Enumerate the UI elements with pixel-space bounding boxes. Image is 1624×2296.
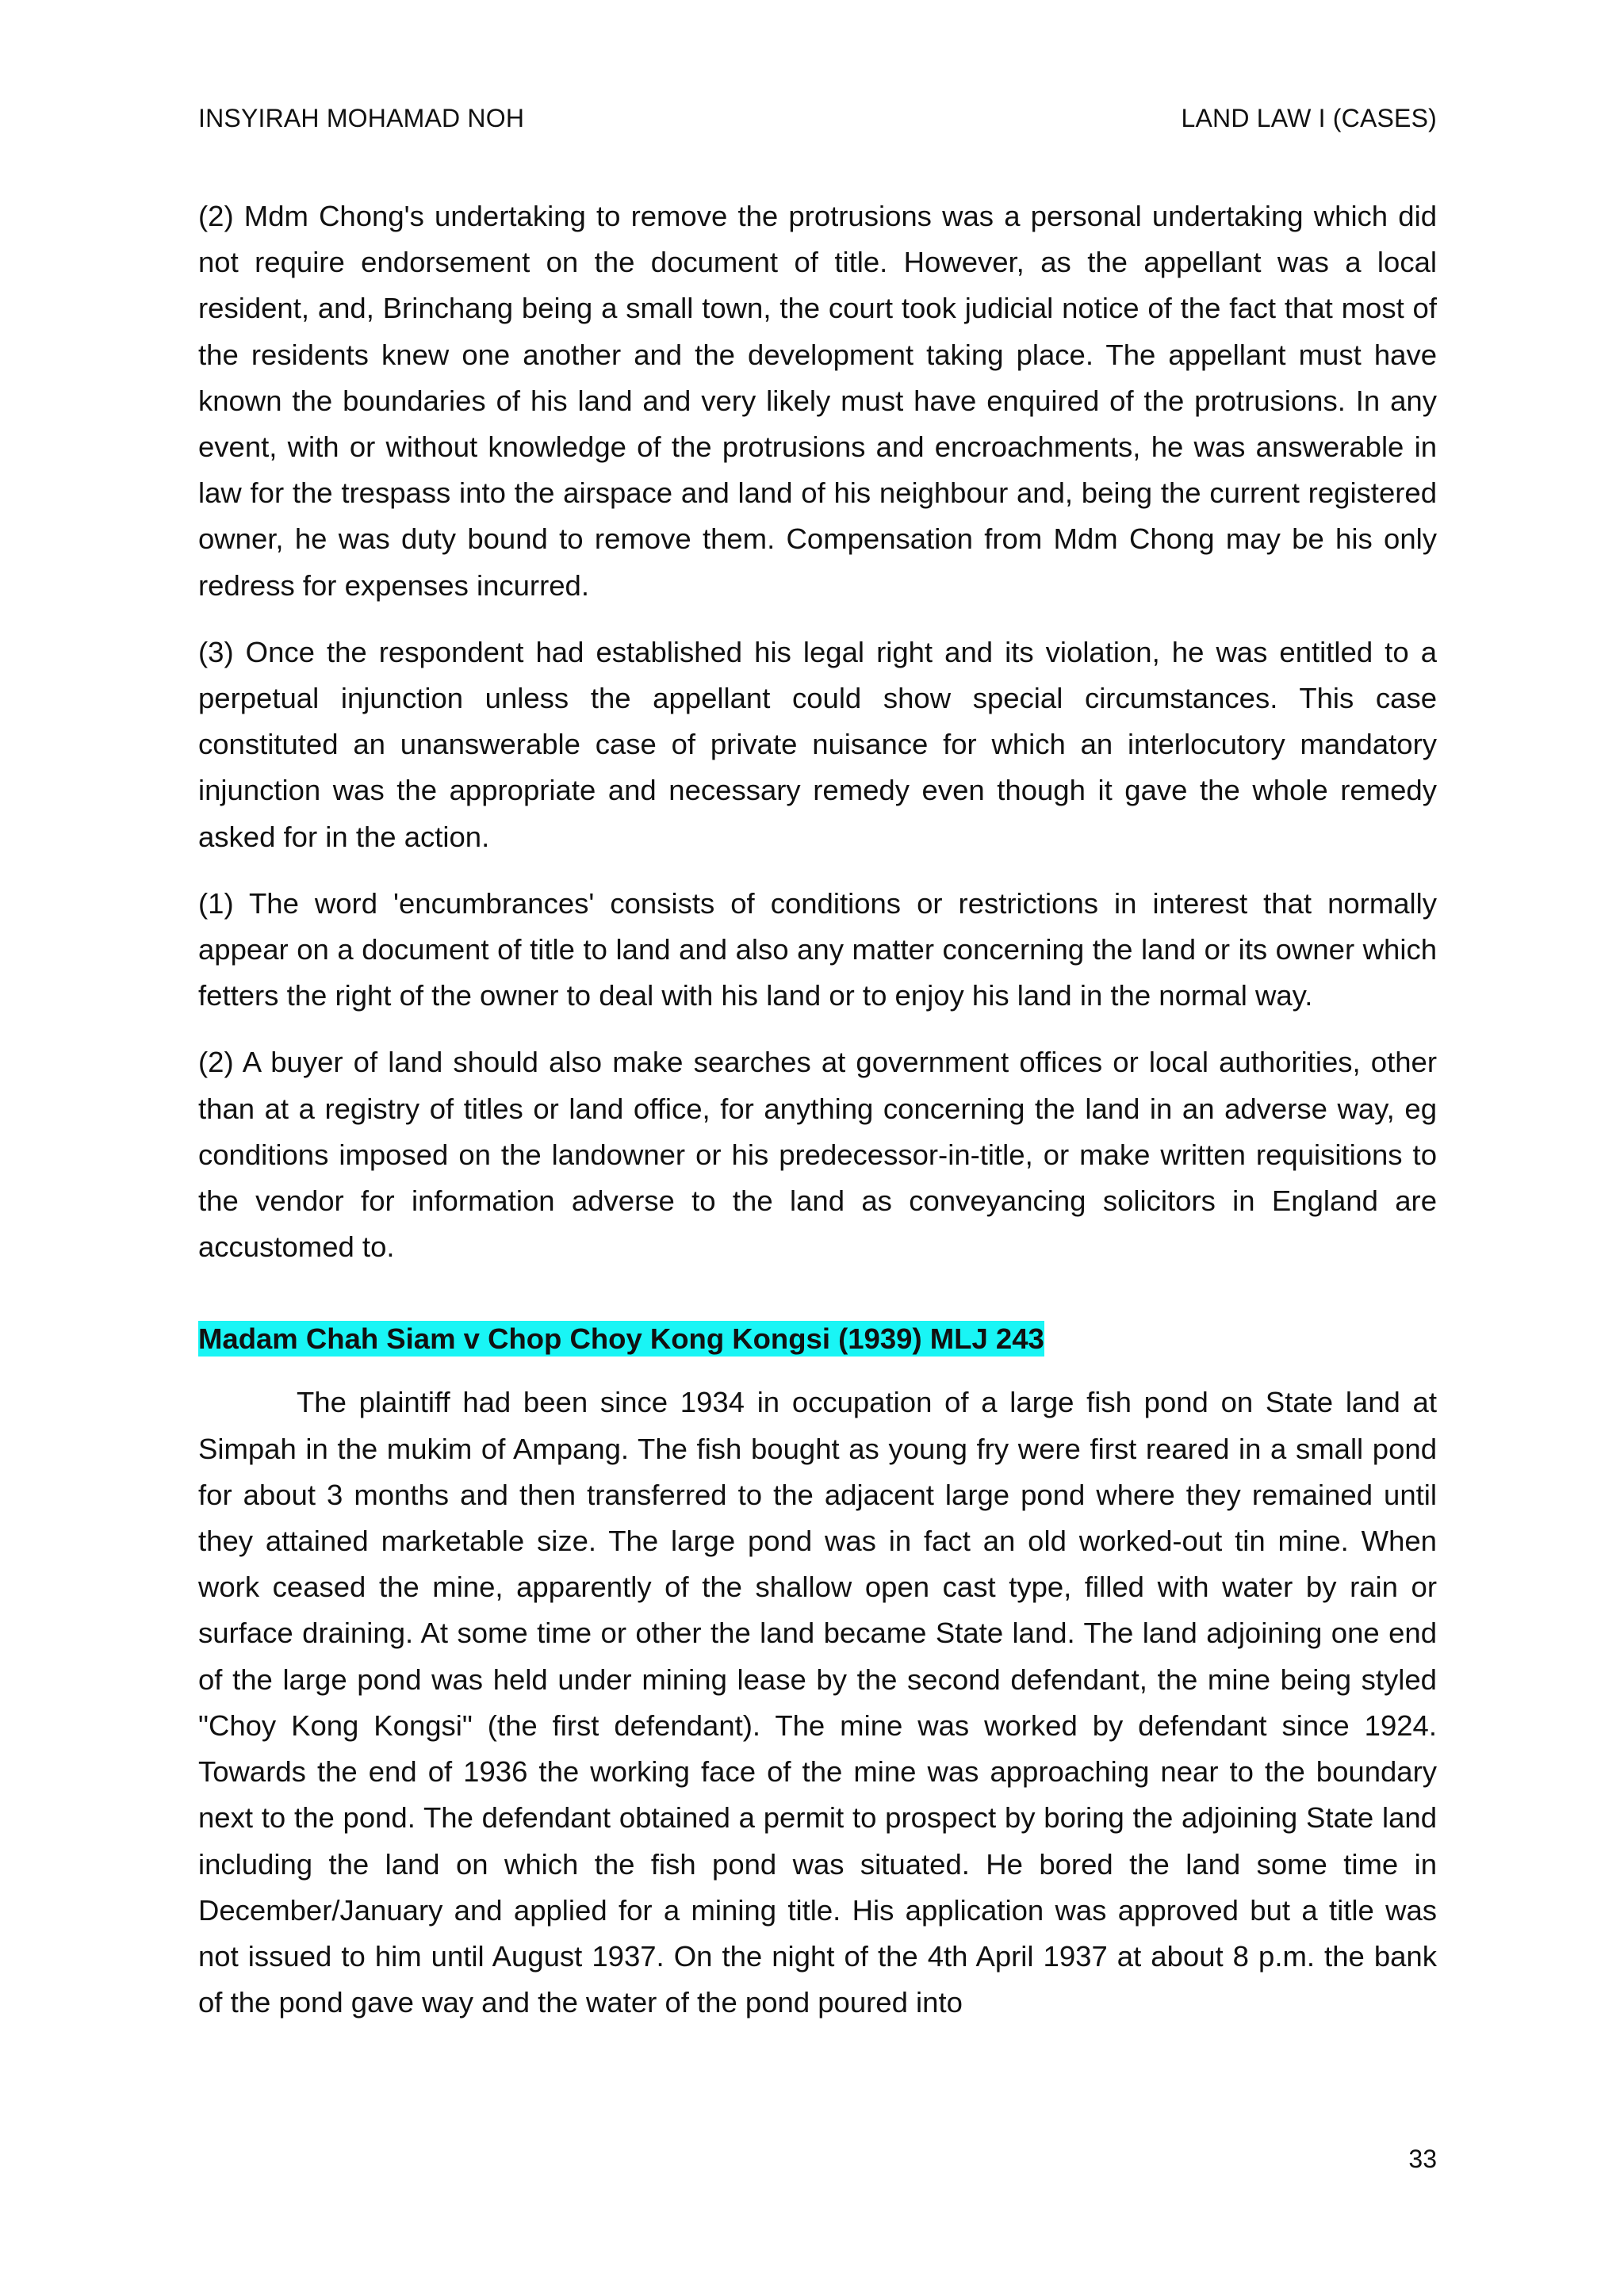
document-body [198, 193, 1437, 2046]
page-number: 33 [1408, 2145, 1437, 2173]
case-heading-highlight: Madam Chah Siam v Chop Choy Kong Kongsi (1939) MLJ 243 [198, 1322, 1044, 1356]
paragraph: (1) The word 'encumbrances' consists of conditions or restrictions in interest that normally appear on a document of title to land and also any matter concerning the land or its owner which fetters the right of the owner to deal with his land or to enjoy his land in the normal way. [198, 886, 1437, 1012]
case-heading [198, 1316, 1437, 1362]
header-title: LAND LAW I (CASES) [1181, 104, 1437, 132]
paragraph: (2) Mdm Chong's undertaking to remove the protrusions was a personal undertaking which did not require endorsement on the document of title. However, as the appellant was a local resident, and, Brinchang being a small town, the court took judicial notice of the fact that most of the residents knew one another and the development taking place. The appellant must have known the boundaries of his land and very likely must have enquired of the protrusions. In any event, with or without knowledge of the protrusions and encroachments, he was answerable in law for the trespass into the airspace and land of his neighbour and, being the current registered owner, he was duty bound to remove them. Compensation from Mdm Chong may be his only redress for expenses incurred. [198, 200, 1437, 602]
page-header [198, 98, 1437, 138]
header-author: INSYIRAH MOHAMAD NOH [198, 104, 525, 132]
paragraph: (3) Once the respondent had established his legal right and its violation, he was entitled to a perpetual injunction unless the appellant could show special circumstances. This case constituted an unanswerable case of private nuisance for which an interlocutory mandatory injunction was the appropriate and necessary remedy even though it gave the whole remedy asked for in the action. [198, 635, 1437, 853]
paragraph: (2) A buyer of land should also make searches at government offices or local authorities, other than at a registry of titles or land office, for anything concerning the land in an adverse way, eg conditions imposed on the landowner or his predecessor-in-title, or make written requisitions to the vendor for information adverse to the land as conveyancing solicitors in England are accustomed to. [198, 1046, 1437, 1264]
case-paragraph: The plaintiff had been since 1934 in occupation of a large fish pond on State land at Simpah in the mukim of Ampang. The fish bought as young fry were first reared in a small pond for about 3 months and then transferred to the adjacent large pond where they remained until they attained marketable size. The large pond was in fact an old worked-out tin mine. When work ceased the mine, apparently of the shallow open cast type, filled with water by rain or surface draining. At some time or other the land became State land. The land adjoining one end of the large pond was held under mining lease by the second defendant, the mine being styled "Choy Kong Kongsi" (the first defendant). The mine was worked by defendant since 1924. Towards the end of 1936 the working face of the mine was approaching near to the boundary next to the pond. The defendant obtained a permit to prospect by boring the adjoining State land including the land on which the fish pond was situated. He bored the land some time in December/January and applied for a mining title. His application was approved but a title was not issued to him until August 1937. On the night of the 4th April 1937 at about 8 p.m. the bank of the pond gave way and the water of the pond poured into [198, 1386, 1437, 2019]
